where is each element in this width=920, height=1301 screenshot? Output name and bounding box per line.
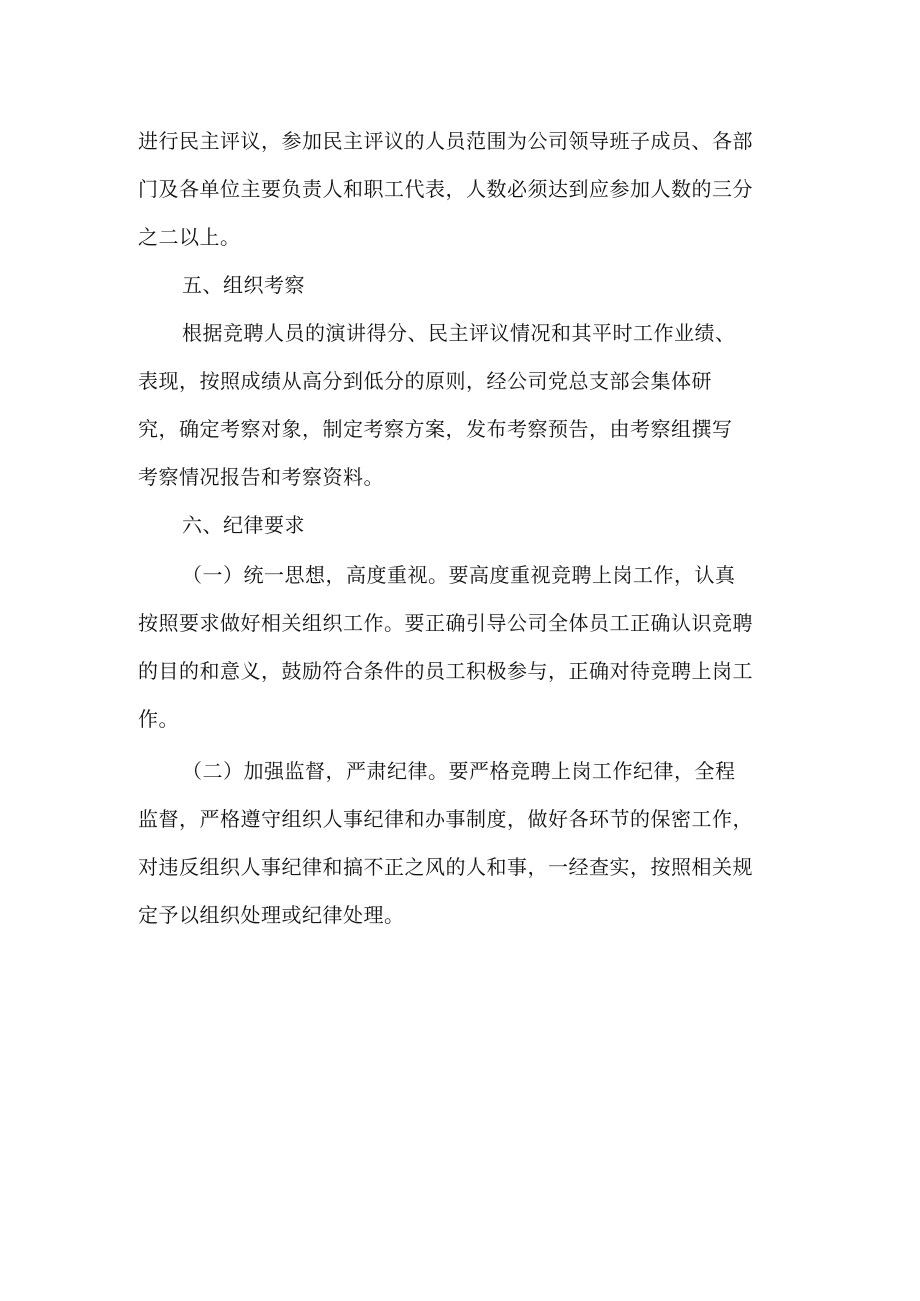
paragraph-line: 之二以上。 xyxy=(138,225,241,249)
paragraph-line: 考察情况报告和考察资料。 xyxy=(138,465,384,489)
paragraph-line: （二）加强监督，严肃纪律。要严格竞聘上岗工作纪律，全程 xyxy=(182,759,736,783)
paragraph-line: 对违反组织人事纪律和搞不正之风的人和事，一经查实，按照相关规 xyxy=(138,855,753,879)
paragraph-line: 门及各单位主要负责人和职工代表，人数必须达到应参加人数的三分 xyxy=(138,177,753,201)
section-heading-6: 六、纪律要求 xyxy=(182,513,305,537)
paragraph-line: 按照要求做好相关组织工作。要正确引导公司全体员工正确认识竞聘 xyxy=(138,611,753,635)
paragraph-line: 监督，严格遵守组织人事纪律和办事制度，做好各环节的保密工作， xyxy=(138,807,753,831)
paragraph-line: 究，确定考察对象，制定考察方案，发布考察预告，由考察组撰写 xyxy=(138,417,733,441)
paragraph-line: 根据竞聘人员的演讲得分、民主评议情况和其平时工作业绩、 xyxy=(182,321,736,345)
paragraph-line: 的目的和意义，鼓励符合条件的员工积极参与，正确对待竞聘上岗工 xyxy=(138,659,753,683)
section-heading-5: 五、组织考察 xyxy=(182,273,305,297)
paragraph-line: 表现，按照成绩从高分到低分的原则，经公司党总支部会集体研 xyxy=(138,369,712,393)
paragraph-line: 进行民主评议，参加民主评议的人员范围为公司领导班子成员、各部 xyxy=(138,129,753,153)
paragraph-line: 定予以组织处理或纪律处理。 xyxy=(138,903,405,927)
paragraph-line: （一）统一思想，高度重视。要高度重视竞聘上岗工作，认真 xyxy=(182,563,736,587)
paragraph-line: 作。 xyxy=(138,707,179,731)
